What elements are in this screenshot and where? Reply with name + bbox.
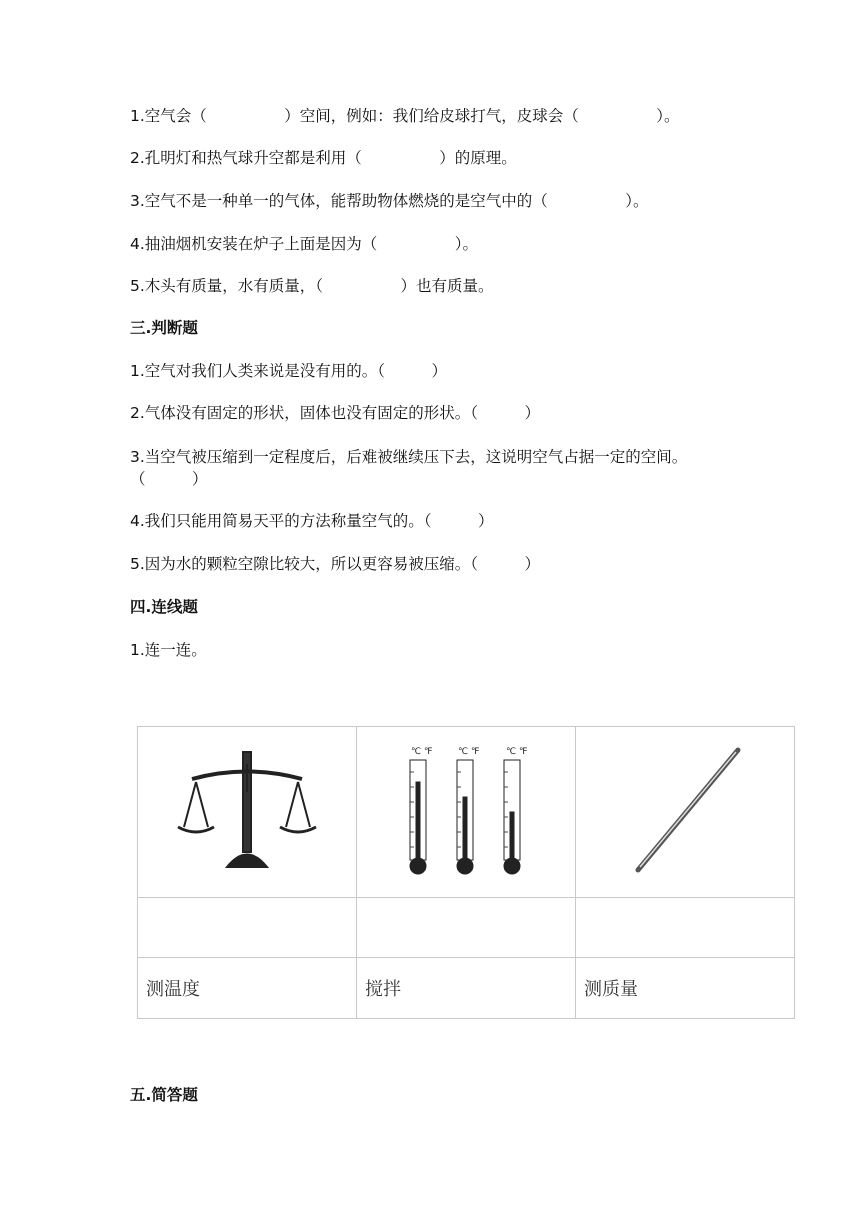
- section-heading-short-answer: 五.简答题: [130, 1086, 198, 1104]
- judgement-item-3: 3.当空气被压缩到一定程度后，后难被继续压下去，这说明空气占据一定的空间。（ ）: [130, 448, 688, 488]
- image-cell-balance: [138, 727, 357, 898]
- matching-table: [137, 726, 795, 1019]
- svg-text:℃ ℉: ℃ ℉: [458, 747, 480, 757]
- fill-in-item-5: 5.木头有质量，水有质量，（ ）也有质量。: [130, 277, 494, 295]
- image-cell-thermometers: [357, 727, 576, 898]
- judgement-item-5: 5.因为水的颗粒空隙比较大，所以更容易被压缩。（ ）: [130, 555, 541, 573]
- judgement-item-2: 2.气体没有固定的形状，固体也没有固定的形状。（ ）: [130, 404, 541, 422]
- glass-rod-icon: [610, 742, 760, 882]
- matching-question: 1.连一连。: [130, 641, 207, 659]
- fill-in-item-2: 2.孔明灯和热气球升空都是利用（ ）的原理。: [130, 149, 517, 167]
- balance-scale-icon: [172, 742, 322, 882]
- blank-cell: [576, 898, 795, 958]
- svg-text:℃ ℉: ℃ ℉: [506, 747, 528, 757]
- label-cell: 测温度: [138, 958, 357, 1019]
- label-cell: 测质量: [576, 958, 795, 1019]
- judgement-item-4: 4.我们只能用简易天平的方法称量空气的。（ ）: [130, 512, 494, 530]
- svg-text:℃ ℉: ℃ ℉: [411, 747, 433, 757]
- blank-cell: [357, 898, 576, 958]
- fill-in-item-4: 4.抽油烟机安装在炉子上面是因为（ ）。: [130, 235, 479, 253]
- fill-in-item-1: 1.空气会（ ）空间，例如：我们给皮球打气，皮球会（ ）。: [130, 107, 680, 125]
- blank-cell: [138, 898, 357, 958]
- image-cell-glass-rod: [576, 727, 795, 898]
- judgement-item-1: 1.空气对我们人类来说是没有用的。（ ）: [130, 362, 448, 380]
- fill-in-item-3: 3.空气不是一种单一的气体，能帮助物体燃烧的是空气中的（ ）。: [130, 192, 649, 210]
- thermometers-icon: [391, 742, 541, 882]
- section-heading-matching: 四.连线题: [130, 598, 198, 616]
- section-heading-judgement: 三.判断题: [130, 319, 198, 337]
- label-cell: 搅拌: [357, 958, 576, 1019]
